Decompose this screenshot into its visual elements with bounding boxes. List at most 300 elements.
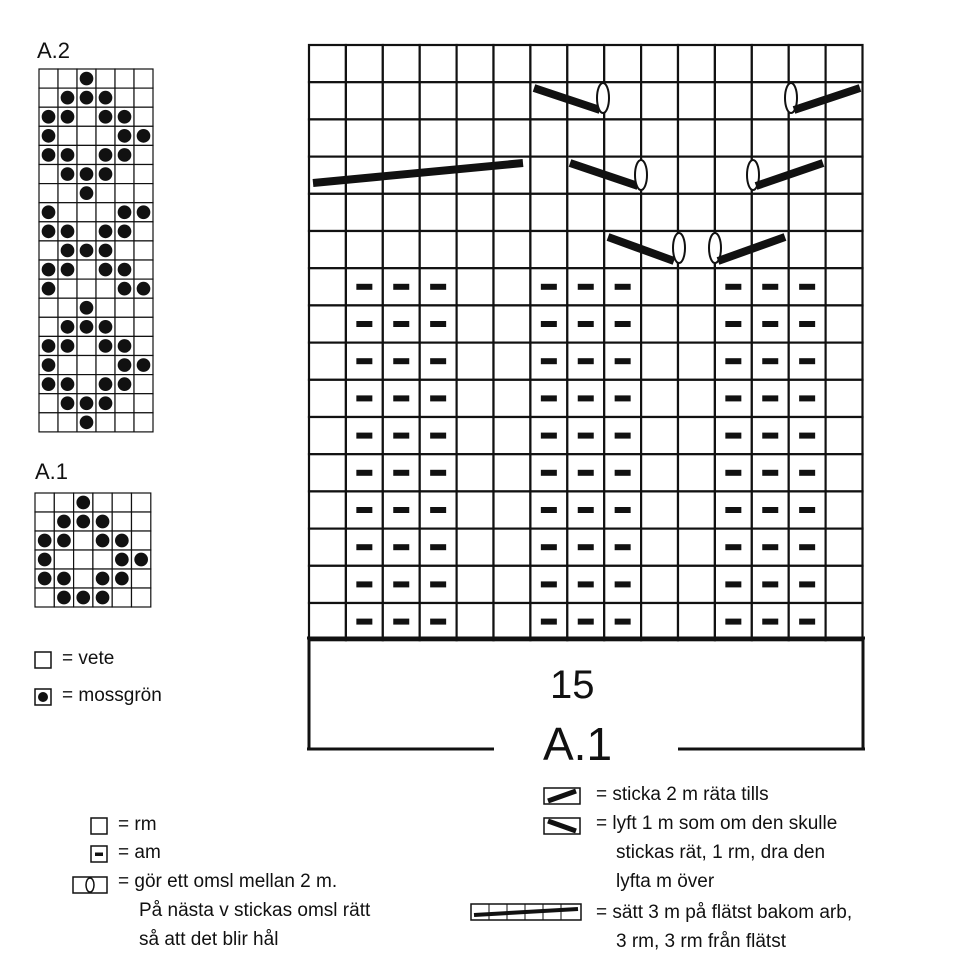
purl-mark	[578, 284, 594, 290]
chart-a2-cell	[39, 184, 58, 203]
lace-cell	[457, 82, 494, 119]
chart-a2-cell	[39, 413, 58, 432]
lace-cell	[457, 305, 494, 342]
chart-a1-dot	[115, 553, 129, 567]
legend-skp-line3: lyfta m över	[616, 871, 715, 892]
lace-cell	[715, 194, 752, 231]
chart-a2-cell	[58, 279, 77, 298]
lace-cell	[494, 231, 531, 268]
chart-a1-cell	[74, 550, 93, 569]
lace-cell	[604, 194, 641, 231]
purl-mark	[578, 395, 594, 401]
lace-cell	[678, 82, 715, 119]
lace-chart-label: A.1	[543, 718, 613, 770]
chart-a2-dot	[99, 377, 113, 391]
lace-cell	[567, 119, 604, 156]
chart-a2-cell	[39, 317, 58, 336]
lace-cell	[641, 45, 678, 82]
purl-mark	[762, 544, 778, 550]
chart-a2-dot	[118, 148, 132, 162]
lace-cell	[826, 343, 863, 380]
purl-mark	[356, 358, 372, 364]
chart-a2-cell	[115, 413, 134, 432]
lace-cell	[346, 231, 383, 268]
legend-vete: = vete	[62, 648, 115, 669]
lace-cell	[309, 82, 346, 119]
purl-mark	[725, 470, 741, 476]
chart-a2-dot	[99, 110, 113, 124]
lace-cell	[309, 529, 346, 566]
lace-cell	[826, 305, 863, 342]
chart-a1-cell	[54, 550, 73, 569]
chart-a2-dot	[61, 167, 75, 181]
lace-cell	[494, 603, 531, 640]
purl-mark	[762, 581, 778, 587]
chart-a1-dot	[57, 591, 71, 605]
purl-mark	[799, 433, 815, 439]
chart-a1-dot	[57, 515, 71, 529]
purl-mark	[615, 470, 631, 476]
lace-cell	[826, 194, 863, 231]
purl-mark	[578, 619, 594, 625]
chart-a2-cell	[39, 394, 58, 413]
lace-cell	[678, 157, 715, 194]
lace-cell	[309, 343, 346, 380]
legend-omsl-line3: så att det blir hål	[139, 929, 279, 950]
legend-omsl-line2: På nästa v stickas omsl rätt	[139, 900, 371, 921]
lace-cell	[420, 231, 457, 268]
legend-k2tog: = sticka 2 m räta tills	[596, 784, 769, 805]
purl-mark	[356, 581, 372, 587]
purl-mark	[430, 470, 446, 476]
chart-a1-cell	[74, 569, 93, 588]
chart-a2-cell	[96, 356, 115, 375]
purl-mark	[356, 321, 372, 327]
purl-mark	[762, 284, 778, 290]
chart-a2-dot	[137, 282, 151, 296]
lace-cell	[641, 194, 678, 231]
chart-a1-cell	[112, 493, 131, 512]
chart-a1-cell	[112, 512, 131, 531]
lace-cell	[457, 380, 494, 417]
chart-a2-dot	[118, 205, 132, 219]
lace-cell	[826, 231, 863, 268]
chart-a2-dot	[80, 301, 94, 315]
lace-cell	[457, 194, 494, 231]
purl-mark	[356, 433, 372, 439]
purl-mark	[762, 395, 778, 401]
chart-a2-dot	[80, 72, 94, 86]
lace-cell	[494, 417, 531, 454]
chart-a2-cell	[58, 413, 77, 432]
lace-cell	[383, 119, 420, 156]
purl-mark	[430, 358, 446, 364]
lace-cell	[826, 157, 863, 194]
chart-a1-dot	[115, 572, 129, 586]
chart-a2-cell	[134, 413, 153, 432]
chart-a2-dot	[80, 416, 94, 430]
purl-mark	[799, 395, 815, 401]
chart-a2-dot	[99, 225, 113, 239]
chart-a2-cell	[134, 165, 153, 184]
chart-a1-title: A.1	[35, 459, 69, 484]
chart-a2-dot	[61, 377, 75, 391]
lace-cell	[752, 194, 789, 231]
chart-a2-dot	[61, 396, 75, 410]
purl-mark	[393, 619, 409, 625]
purl-mark	[578, 321, 594, 327]
purl-mark	[615, 544, 631, 550]
lace-cell	[457, 566, 494, 603]
chart-a2-cell	[77, 203, 96, 222]
purl-mark	[430, 544, 446, 550]
lace-cell	[826, 45, 863, 82]
lace-cell	[678, 603, 715, 640]
chart-a2-cell	[115, 241, 134, 260]
chart-a2-cell	[115, 184, 134, 203]
lace-cell	[494, 82, 531, 119]
lace-cell	[420, 82, 457, 119]
lace-cell	[826, 417, 863, 454]
lace-cell	[346, 82, 383, 119]
chart-a2-cell	[115, 298, 134, 317]
chart-a2-dot	[61, 91, 75, 105]
chart-a2-cell	[77, 222, 96, 241]
chart-a2-dot	[42, 263, 56, 277]
chart-a2-dot	[80, 91, 94, 105]
lace-cell	[383, 194, 420, 231]
purl-mark	[393, 507, 409, 513]
purl-mark	[799, 581, 815, 587]
chart-a1-cell	[35, 493, 54, 512]
chart-a2-dot	[42, 129, 56, 143]
purl-mark	[393, 433, 409, 439]
lace-cell	[789, 194, 826, 231]
chart-a2-dot	[42, 110, 56, 124]
lace-cell	[678, 305, 715, 342]
chart-a2-dot	[80, 396, 94, 410]
chart-a2-dot	[118, 129, 132, 143]
chart-a1-cell	[132, 531, 151, 550]
lace-cell	[383, 231, 420, 268]
lace-cell	[494, 566, 531, 603]
cable-symbol-icon	[470, 903, 582, 921]
chart-a2-cell	[134, 298, 153, 317]
lace-cell	[530, 157, 567, 194]
purl-mark	[541, 507, 557, 513]
chart-a1-cell	[54, 493, 73, 512]
chart-a1-cell	[35, 512, 54, 531]
chart-a2-dot	[118, 282, 132, 296]
purl-mark	[762, 619, 778, 625]
lace-cell	[494, 119, 531, 156]
lace-cell	[420, 194, 457, 231]
lace-cell	[641, 454, 678, 491]
lace-cell	[678, 566, 715, 603]
chart-a2-cell	[58, 184, 77, 203]
chart-a2-cell	[134, 184, 153, 203]
chart-a2-title: A.2	[37, 38, 71, 63]
lace-cell	[641, 305, 678, 342]
purl-mark	[725, 433, 741, 439]
purl-mark	[762, 321, 778, 327]
lace-cell	[309, 231, 346, 268]
lace-cell	[678, 45, 715, 82]
chart-a2-cell	[115, 317, 134, 336]
purl-mark	[393, 544, 409, 550]
lace-cell	[678, 529, 715, 566]
lace-cell	[604, 45, 641, 82]
chart-a2-cell	[77, 279, 96, 298]
chart-a2-dot	[118, 110, 132, 124]
chart-a2-cell	[39, 241, 58, 260]
chart-a2-dot	[42, 225, 56, 239]
lace-cell	[641, 529, 678, 566]
chart-a2-dot	[80, 186, 94, 200]
lace-cell	[567, 231, 604, 268]
purl-mark	[799, 470, 815, 476]
lace-cell	[309, 566, 346, 603]
legend-skp-line2: stickas rät, 1 rm, dra den	[616, 842, 826, 863]
purl-mark	[430, 619, 446, 625]
lace-cell	[826, 566, 863, 603]
lace-cell	[678, 119, 715, 156]
chart-a2-dot	[42, 377, 56, 391]
purl-mark	[615, 507, 631, 513]
chart-a1-dot	[57, 572, 71, 586]
chart-a2-dot	[118, 263, 132, 277]
lace-cell	[826, 454, 863, 491]
lace-cell	[457, 45, 494, 82]
lace-cell	[752, 119, 789, 156]
chart-a2-dot	[137, 358, 151, 372]
purl-mark	[430, 321, 446, 327]
chart-a1-cell	[132, 569, 151, 588]
legend-rm: = rm	[118, 814, 157, 835]
chart-a1-cell	[93, 493, 112, 512]
lace-cell	[309, 157, 346, 194]
legend-cable-line1: = sätt 3 m på flätst bakom arb,	[596, 902, 853, 923]
purl-mark	[725, 321, 741, 327]
lace-cell	[309, 45, 346, 82]
chart-a2-cell	[134, 336, 153, 355]
lace-cell	[752, 82, 789, 119]
lace-cell	[457, 491, 494, 528]
rm-symbol-icon	[90, 817, 108, 835]
lace-cell	[309, 491, 346, 528]
lace-cell	[641, 268, 678, 305]
lace-cell	[383, 45, 420, 82]
stitch-count-label: 15	[550, 663, 595, 707]
chart-a2-dot	[99, 91, 113, 105]
lace-cell	[641, 603, 678, 640]
chart-a2-cell	[77, 260, 96, 279]
chart-a2-cell	[134, 107, 153, 126]
lace-cell	[641, 417, 678, 454]
chart-a2-cell	[77, 375, 96, 394]
chart-a2-dot	[99, 339, 113, 353]
chart-a1-cell	[132, 588, 151, 607]
lace-cell	[494, 380, 531, 417]
purl-mark	[541, 470, 557, 476]
chart-a2-cell	[58, 356, 77, 375]
purl-mark	[430, 284, 446, 290]
purl-mark	[762, 470, 778, 476]
chart-a2-cell	[39, 69, 58, 88]
chart-a2-dot	[61, 263, 75, 277]
chart-a2-cell	[96, 413, 115, 432]
lace-cell	[641, 380, 678, 417]
purl-mark	[578, 358, 594, 364]
lace-cell	[826, 603, 863, 640]
lace-cell	[826, 380, 863, 417]
chart-a2-cell	[134, 69, 153, 88]
chart-a1-dot	[96, 591, 110, 605]
purl-mark	[430, 507, 446, 513]
lace-cell	[715, 45, 752, 82]
chart-a1-cell	[74, 531, 93, 550]
legend-am: = am	[118, 842, 161, 863]
purl-mark	[615, 433, 631, 439]
purl-mark	[393, 321, 409, 327]
chart-a2-dot	[99, 148, 113, 162]
chart-a1-cell	[132, 493, 151, 512]
chart-a1-cell	[93, 550, 112, 569]
lace-cell	[309, 119, 346, 156]
chart-a1-dot	[115, 534, 129, 548]
chart-a1-cell	[35, 588, 54, 607]
chart-a2-cell	[58, 126, 77, 145]
chart-a2-cell	[134, 375, 153, 394]
purl-mark	[725, 358, 741, 364]
chart-a2-cell	[134, 394, 153, 413]
chart-a1-cell	[132, 512, 151, 531]
purl-mark	[615, 581, 631, 587]
purl-mark	[393, 581, 409, 587]
chart-a2-cell	[96, 203, 115, 222]
purl-mark	[578, 544, 594, 550]
chart-a2-cell	[58, 203, 77, 222]
chart-a2-cell	[58, 298, 77, 317]
purl-mark	[356, 470, 372, 476]
chart-a2-dot	[61, 110, 75, 124]
lace-cell	[457, 231, 494, 268]
lace-cell	[420, 119, 457, 156]
chart-a2-cell	[39, 88, 58, 107]
mossgron-swatch-icon	[34, 688, 52, 706]
chart-a2-cell	[77, 126, 96, 145]
lace-cell	[494, 491, 531, 528]
lace-cell	[346, 119, 383, 156]
chart-a2-dot	[118, 225, 132, 239]
chart-a2-dot	[99, 167, 113, 181]
lace-cell	[383, 82, 420, 119]
vete-swatch-icon	[34, 651, 52, 669]
purl-mark	[725, 507, 741, 513]
chart-a2-dot	[80, 320, 94, 334]
chart-a2-cell	[134, 88, 153, 107]
lace-cell	[530, 231, 567, 268]
chart-a1-dot	[38, 553, 52, 567]
chart-a2-cell	[115, 394, 134, 413]
purl-mark	[762, 433, 778, 439]
lace-cell	[309, 268, 346, 305]
purl-mark	[578, 507, 594, 513]
chart-a2-cell	[58, 69, 77, 88]
chart-a2-dot	[61, 148, 75, 162]
purl-mark	[725, 544, 741, 550]
lace-cell	[678, 268, 715, 305]
lace-cell	[826, 529, 863, 566]
lace-cell	[715, 82, 752, 119]
purl-mark	[725, 395, 741, 401]
purl-mark	[799, 619, 815, 625]
purl-mark	[762, 358, 778, 364]
chart-a2-dot	[118, 377, 132, 391]
purl-mark	[541, 358, 557, 364]
chart-a2-dot	[42, 282, 56, 296]
lace-cell	[641, 82, 678, 119]
chart-a2-cell	[134, 317, 153, 336]
lace-cell	[604, 119, 641, 156]
purl-mark	[356, 284, 372, 290]
lace-cell	[789, 231, 826, 268]
legend-skp-line1: = lyft 1 m som om den skulle	[596, 813, 838, 834]
purl-mark	[541, 544, 557, 550]
lace-cell	[826, 491, 863, 528]
legend-cable-line2: 3 rm, 3 rm från flätst	[616, 931, 786, 952]
purl-mark	[615, 358, 631, 364]
lace-cell	[567, 194, 604, 231]
lace-cell	[494, 343, 531, 380]
purl-mark	[578, 470, 594, 476]
purl-mark	[725, 619, 741, 625]
am-symbol-icon	[90, 845, 108, 863]
chart-a2-dot	[118, 339, 132, 353]
purl-mark	[541, 395, 557, 401]
chart-a2-grid	[38, 68, 154, 434]
chart-a2-cell	[96, 184, 115, 203]
chart-a2-cell	[96, 69, 115, 88]
chart-a1-dot	[76, 591, 90, 605]
chart-a2-cell	[134, 145, 153, 164]
lace-cell	[678, 454, 715, 491]
chart-a2-dot	[99, 396, 113, 410]
lace-cell	[641, 343, 678, 380]
lace-cell	[641, 566, 678, 603]
chart-a1-dot	[76, 515, 90, 529]
lace-cell	[420, 45, 457, 82]
lace-cell	[309, 380, 346, 417]
lace-cell	[494, 454, 531, 491]
purl-mark	[799, 321, 815, 327]
chart-a2-cell	[115, 88, 134, 107]
chart-a1-grid	[34, 492, 152, 608]
chart-a1-dot	[96, 515, 110, 529]
lace-cell	[457, 529, 494, 566]
lace-cell	[678, 380, 715, 417]
chart-a2-dot	[99, 244, 113, 258]
purl-mark	[356, 619, 372, 625]
chart-a2-dot	[137, 129, 151, 143]
purl-mark	[799, 507, 815, 513]
lace-cell	[641, 491, 678, 528]
lace-cell	[678, 491, 715, 528]
chart-a2-cell	[77, 107, 96, 126]
chart-a2-cell	[115, 165, 134, 184]
lace-cell	[346, 194, 383, 231]
lace-cell	[678, 417, 715, 454]
